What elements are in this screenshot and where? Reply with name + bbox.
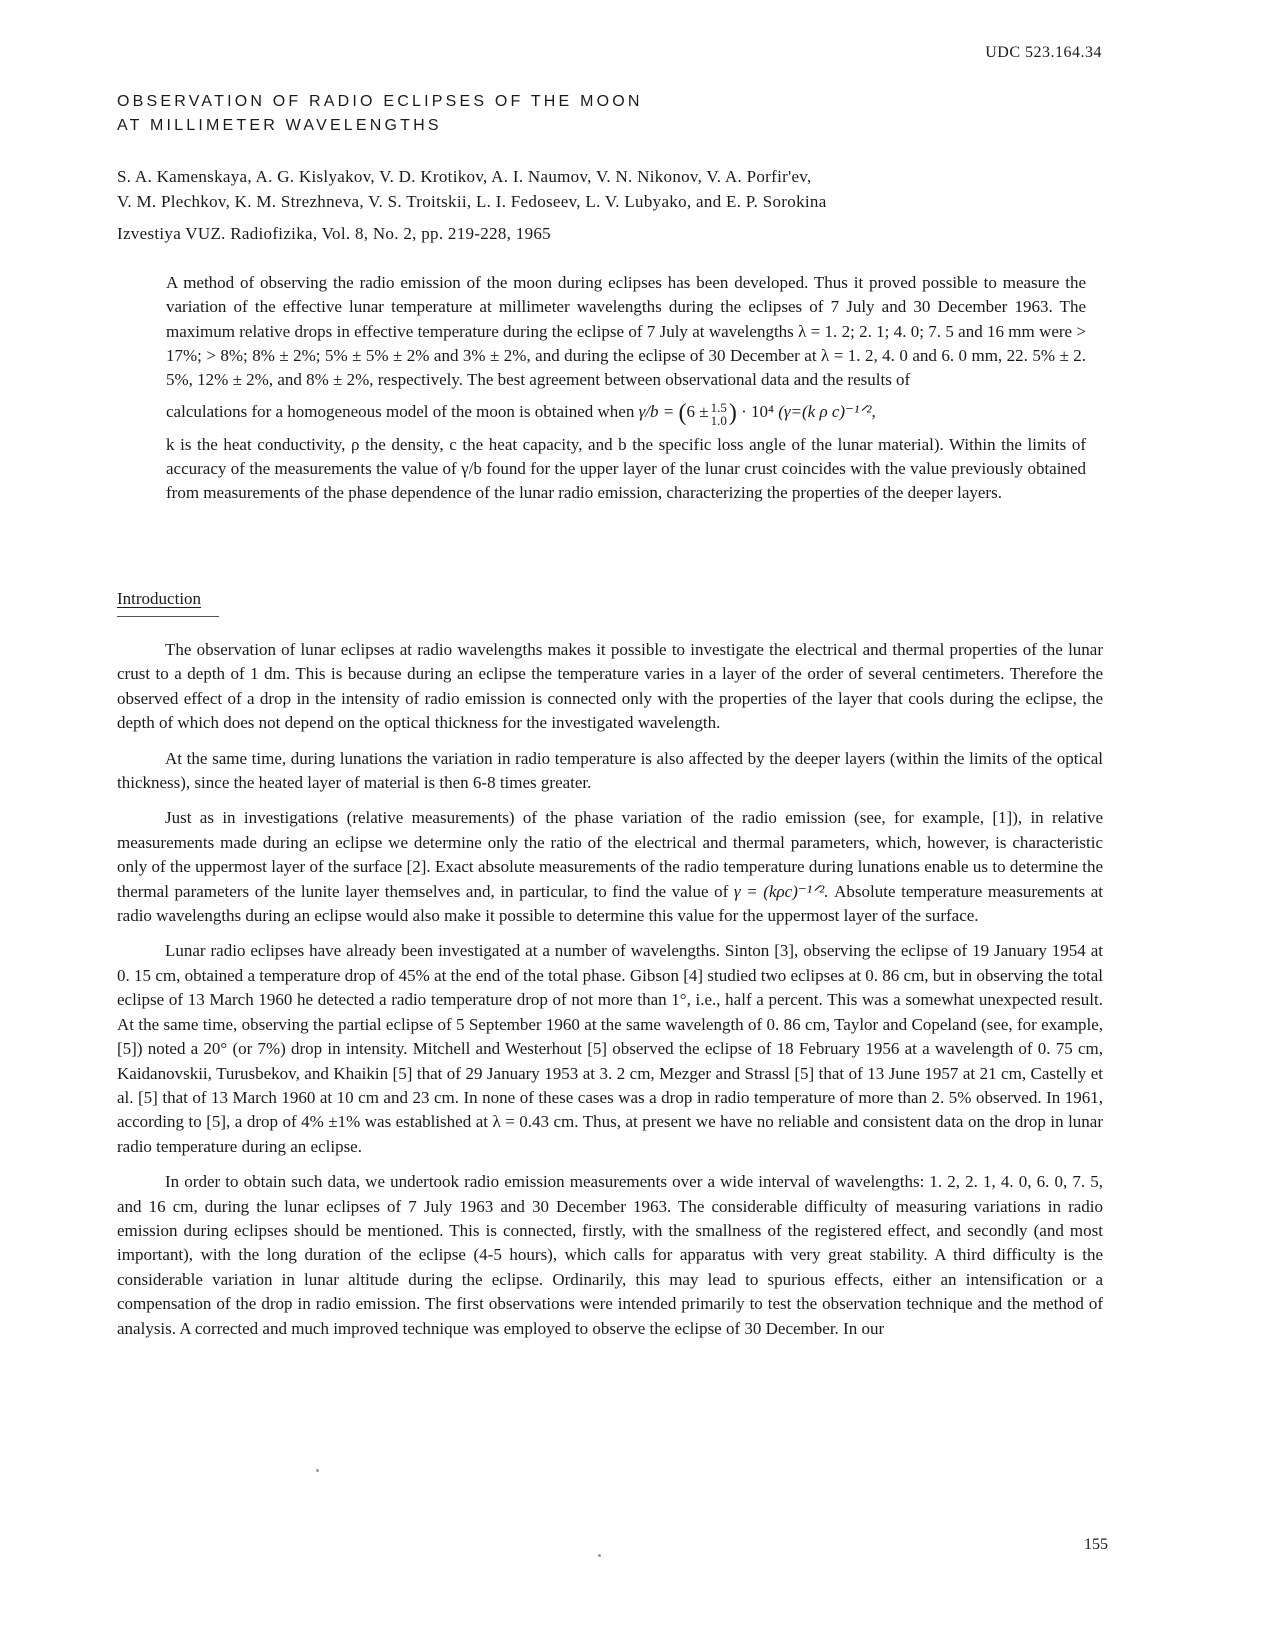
body-paragraph-4: Lunar radio eclipses have already been investigated at a number of wavelengths. Sinton [3], observing the eclipse of 19 January 1954 at 0. 15 cm, obtained a temperature drop of 45% at the end of the total phase. Gibson [4] studied two eclipses at 0. 86 cm, but in observing the total eclipse of 13 March 1960 he detected a radio temperature drop of not more than 1°, i.e., half a percent. This was a somewhat unexpected result. At the same time, observing the partial eclipse of 5 September 1960 at the same wavelength of 0. 86 cm, Taylor and Copeland (see, for example, [5]) noted a 20° (or 7%) drop in intensity. Mitchell and Westerhout [5] observed the eclipse of 18 February 1956 at a wavelength of 0. 75 cm, Kaidanovskii, Turusbekov, and Khaikin [5] that of 29 January 1953 at 3. 2 cm, Mezger and Strassl [5] that of 13 June 1957 at 21 cm, Castelly et al. [5] that of 13 March 1960 at 10 cm and 23 cm. In none of these cases was a drop in radio temperature of more than 2. 5% observed. In 1961, according to [5], a drop of 4% ±1% was established at λ = 0.43 cm. Thus, at present we have no reliable and consistent data on the drop in lunar radio temperature during an eclipse. — [117, 941, 1103, 1156]
formula-base: 6 ± — [686, 402, 709, 422]
open-paren: ( — [678, 400, 687, 427]
paper-title — [117, 90, 643, 138]
abstract-formula-line — [166, 400, 1086, 426]
paragraph-3-text-b: Absolute temperature measurements at radio wavelengths during an eclipse would also make it possible to determine this value for the uppermost layer of the surface. — [117, 881, 1104, 926]
formula-gamma-def: (γ=(k ρ c)⁻¹ᐟ², — [778, 402, 876, 422]
abstract-part-2: k is the heat conductivity, ρ the density, c the heat capacity, and b the specific loss angle of the lunar material). Within the limits of accuracy of the measurements the value of γ/b found for the upper layer of the lunar crust coincides with the value previously obtained from measurements of the phase dependence of the lunar radio emission, characterizing the properties of the deeper layers. — [166, 434, 1086, 503]
journal-citation: Izvestiya VUZ. Radiofizika, Vol. 8, No. 2, pp. 219-228, 1965 — [117, 224, 551, 243]
authors-line-1: S. A. Kamenskaya, A. G. Kislyakov, V. D. Krotikov, A. I. Naumov, V. N. Nikonov, V. A. Porfir'ev, — [117, 167, 812, 186]
title-line-1: OBSERVATION OF RADIO ECLIPSES OF THE MOON — [117, 93, 643, 110]
authors-line-2: V. M. Plechkov, K. M. Strezhneva, V. S. Troitskii, L. I. Fedoseev, L. V. Lubyako, and E. P. Sorokina — [117, 192, 827, 211]
abstract — [166, 271, 1086, 505]
abstract-formula-lead: calculations for a homogeneous model of the moon is obtained when — [166, 402, 635, 422]
body-paragraph-2: At the same time, during lunations the variation in radio temperature is also affected by the deeper layers (within the limits of the optical thickness), since the heated layer of material is then 6-8 times greater. — [117, 748, 1103, 793]
section-divider — [117, 616, 219, 617]
formula-lower: 1.0 — [710, 412, 727, 428]
paragraph-3-text-a: Just as in investigations (relative measurements) of the phase variation of the radio emission (see, for example, [1]), in relative measurements made during an eclipse we determine only the ratio of the electrical and thermal parameters, which, however, is characteristic only of the uppermost layer of the surface [2]. Exact absolute measurements of the radio temperature during lunations enable us to determine the thermal parameters of the lunite layer themselves and, in particular, to find the value of — [117, 808, 1103, 901]
abstract-part-1: A method of observing the radio emission of the moon during eclipses has been developed. Thus it proved possible to measure the variation of the effective lunar temperature at millimeter wavelengths during the eclipses of 7 July and 30 December 1963. The maximum relative drops in effective temperature during the eclipse of 7 July at wavelengths λ = 1. 2; 2. 1; 4. 0; 7. 5 and 16 mm were > 17%; > 8%; 8% ± 2%; 5% ± 5% ± 2% and 3% ± 2%, and during the eclipse of 30 December at λ = 1. 2, 4. 0 and 6. 0 mm, 22. 5% ± 2. 5%, 12% ± 2%, and 8% ± 2%, respectively. The best agreement between observational data and the results of — [166, 273, 1086, 390]
formula-uncertainty — [711, 401, 727, 427]
body-paragraph-5: In order to obtain such data, we undertook radio emission measurements over a wide interval of wavelengths: 1. 2, 2. 1, 4. 0, 6. 0, 7. 5, and 16 cm, during the lunar eclipses of 7 July 1963 and 30 December 1963. The considerable difficulty of measuring variations in radio emission during eclipses should be mentioned. This is connected, firstly, with the smallness of the registered effect, and secondly (and most important), with the long duration of the eclipse (4-5 hours), which calls for apparatus with very great stability. A third difficulty is the considerable variation in lunar altitude during the eclipse. Ordinarily, this may lead to spurious effects, either an intensification or a compensation of the drop in radio emission. The first observations were intended primarily to test the observation technique and the method of analysis. A corrected and much improved technique was employed to observe the eclipse of 30 December. In our — [117, 1172, 1103, 1338]
close-paren: ) — [728, 400, 737, 427]
body-text — [117, 638, 1103, 1352]
gamma-formula: γ = (kρc)⁻¹ᐟ². — [733, 881, 829, 901]
formula-multiplier: · 10⁴ — [741, 402, 774, 422]
scan-speck — [316, 1469, 319, 1472]
body-paragraph-1: The observation of lunar eclipses at radio wavelengths makes it possible to investigate the electrical and thermal properties of the lunar crust to a depth of 1 dm. This is because during an eclipse the temperature varies in a layer of the order of several centimeters. Therefore the observed effect of a drop in the intensity of radio emission is connected only with the properties of the layer that cools during the eclipse, the depth of which does not depend on the optical thickness for the investigated wavelength. — [117, 640, 1103, 733]
section-heading-introduction: Introduction — [117, 589, 202, 608]
body-paragraph-3 — [117, 806, 1103, 928]
page-number: 155 — [1084, 1536, 1108, 1553]
author-list — [117, 164, 1117, 214]
udc-code: UDC 523.164.34 — [985, 44, 1102, 61]
scan-speck — [598, 1554, 601, 1557]
formula-lhs: γ/b = — [638, 402, 675, 422]
title-line-2: AT MILLIMETER WAVELENGTHS — [117, 117, 442, 134]
formula-upper: 1.5 — [710, 399, 727, 415]
